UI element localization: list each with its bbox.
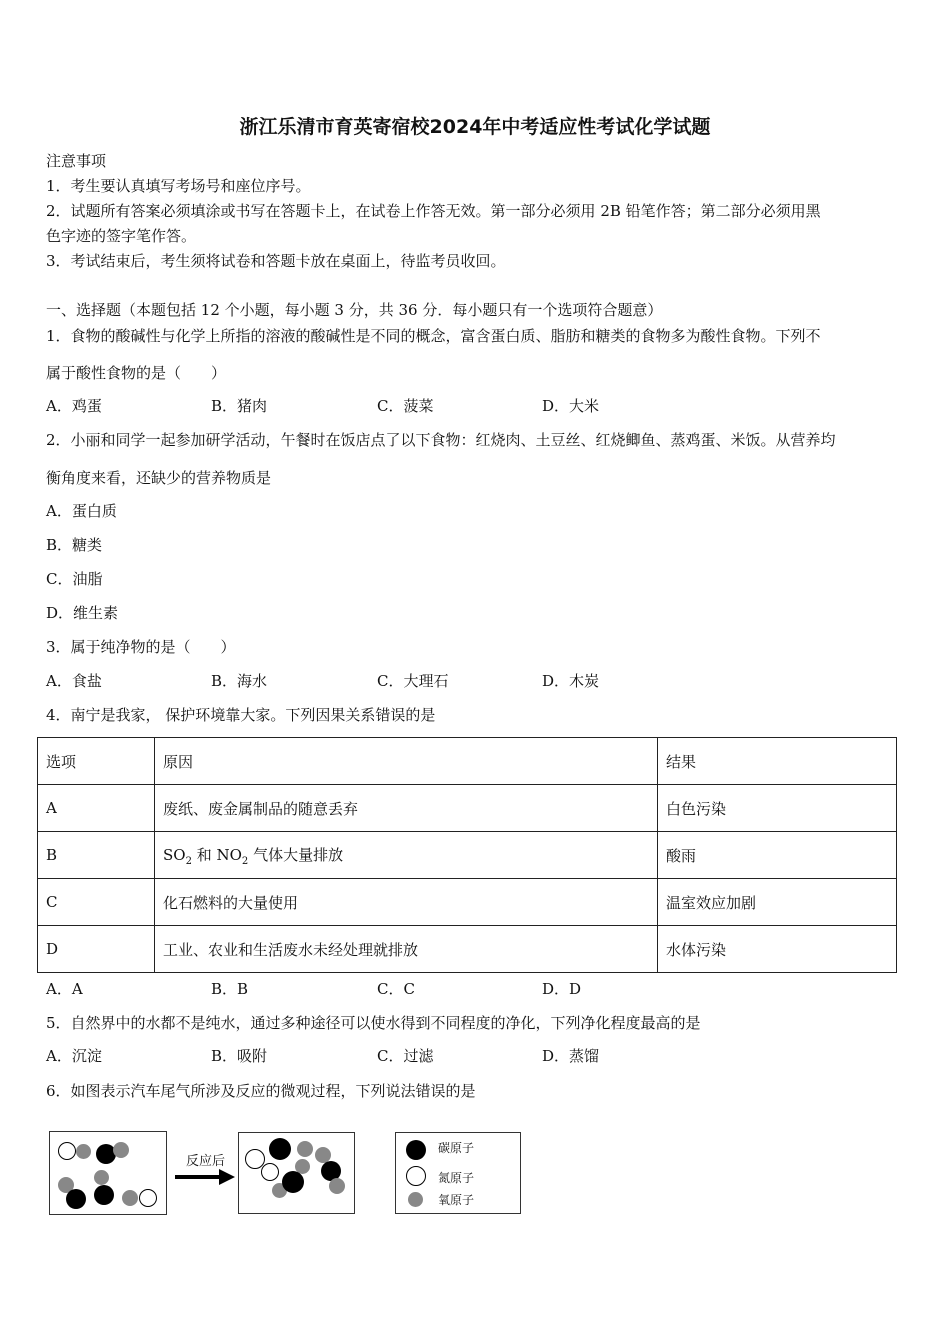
question-2-text: 衡角度来看，还缺少的营养物质是 <box>46 469 272 487</box>
notice-item: 2．试题所有答案必须填涂或书写在答题卡上，在试卷上作答无效。第一部分必须用 2B 铅笔作答；第二部分必须用黑 <box>46 202 821 220</box>
q3-option-d[interactable]: D．木炭 <box>542 672 600 690</box>
oxygen-atom <box>94 1170 109 1185</box>
notice-item: 色字迹的签字笔作答。 <box>46 227 197 245</box>
q2-option-a[interactable]: A．蛋白质 <box>46 502 117 520</box>
formula-part: SO <box>163 845 186 864</box>
table-cell-result: 温室效应加剧 <box>658 879 897 926</box>
table-cell-result: 白色污染 <box>658 785 897 832</box>
oxygen-atom <box>122 1190 138 1206</box>
q5-option-b[interactable]: B．吸附 <box>211 1047 268 1065</box>
question-4-text: 4．南宁是我家， 保护环境靠大家。下列因果关系错误的是 <box>46 706 436 724</box>
oxygen-atom <box>297 1141 313 1157</box>
q2-option-c[interactable]: C．油脂 <box>46 570 103 588</box>
question-6-text: 6．如图表示汽车尾气所涉及反应的微观过程，下列说法错误的是 <box>46 1082 476 1100</box>
table-cell-reason: 工业、农业和生活废水未经处理就排放 <box>155 926 658 973</box>
q4-option-d[interactable]: D．D <box>542 980 582 998</box>
carbon-atom <box>66 1189 86 1209</box>
legend-label-nitrogen: 氮原子 <box>438 1171 475 1185</box>
nitrogen-atom <box>406 1166 426 1186</box>
nitrogen-atom <box>261 1163 279 1181</box>
arrow-label: 反应后 <box>186 1154 226 1169</box>
question-1-text: 属于酸性食物的是（ ） <box>46 364 227 382</box>
carbon-atom <box>282 1171 304 1193</box>
table-row <box>38 832 897 879</box>
q3-option-c[interactable]: C．大理石 <box>377 672 449 690</box>
question-1-text: 1．食物的酸碱性与化学上所指的溶液的酸碱性是不同的概念，富含蛋白质、脂肪和糖类的食物多为酸性食物。下列不 <box>46 327 821 345</box>
q4-option-c[interactable]: C．C <box>377 980 415 998</box>
table-cell-reason <box>155 832 658 879</box>
carbon-atom <box>406 1140 426 1160</box>
table-cell-option: D <box>38 926 155 973</box>
q1-option-c[interactable]: C．菠菜 <box>377 397 434 415</box>
section-heading: 一、选择题（本题包括 12 个小题，每小题 3 分，共 36 分．每小题只有一个选项符合题意） <box>46 301 663 319</box>
question-2-text: 2．小丽和同学一起参加研学活动，午餐时在饭店点了以下食物：红烧肉、土豆丝、红烧鲫鱼、蒸鸡蛋、米饭。从营养均 <box>46 431 836 449</box>
cause-effect-table <box>37 737 897 973</box>
table-row <box>38 879 897 926</box>
nitrogen-atom <box>58 1142 76 1160</box>
table-cell-result: 酸雨 <box>658 832 897 879</box>
formula-part: 和 NO <box>191 845 242 864</box>
subscript: 2 <box>241 855 249 867</box>
notice-item: 1．考生要认真填写考场号和座位序号。 <box>46 177 311 195</box>
q1-option-b[interactable]: B．猪肉 <box>211 397 268 415</box>
table-row <box>38 785 897 832</box>
oxygen-atom <box>113 1142 129 1158</box>
notice-item: 3．考试结束后，考生须将试卷和答题卡放在桌面上，待监考员收回。 <box>46 252 506 270</box>
table-header-row <box>38 738 897 785</box>
question-3-text: 3．属于纯净物的是（ ） <box>46 638 236 656</box>
table-header: 原因 <box>155 738 658 785</box>
page-title: 浙江乐清市育英寄宿校2024年中考适应性考试化学试题 <box>239 116 711 138</box>
q4-option-a[interactable]: A．A <box>46 980 83 998</box>
q3-option-a[interactable]: A．食盐 <box>46 672 102 690</box>
table-header: 结果 <box>658 738 897 785</box>
notice-heading: 注意事项 <box>46 152 107 170</box>
nitrogen-atom <box>139 1189 157 1207</box>
table-cell-option: B <box>38 832 155 879</box>
oxygen-atom <box>76 1144 91 1159</box>
table-cell-reason: 化石燃料的大量使用 <box>155 879 658 926</box>
q1-option-d[interactable]: D．大米 <box>542 397 600 415</box>
subscript: 2 <box>185 855 192 867</box>
table-cell-option: A <box>38 785 155 832</box>
question-5-text: 5．自然界中的水都不是纯水，通过多种途径可以使水得到不同程度的净化，下列净化程度最高的是 <box>46 1014 701 1032</box>
legend-label-carbon: 碳原子 <box>438 1141 475 1155</box>
oxygen-atom <box>329 1178 345 1194</box>
q1-option-a[interactable]: A．鸡蛋 <box>46 397 102 415</box>
table-cell-option: C <box>38 879 155 926</box>
before-reaction-box <box>49 1131 167 1215</box>
oxygen-atom <box>408 1192 423 1207</box>
q5-option-d[interactable]: D．蒸馏 <box>542 1047 600 1065</box>
formula-part: 气体大量排放 <box>248 845 344 864</box>
reaction-arrow-icon <box>173 1167 237 1187</box>
table-cell-reason: 废纸、废金属制品的随意丢弃 <box>155 785 658 832</box>
after-reaction-box <box>238 1132 355 1214</box>
q4-option-b[interactable]: B．B <box>211 980 249 998</box>
carbon-atom <box>94 1185 114 1205</box>
legend-label-oxygen: 氧原子 <box>438 1193 475 1207</box>
q5-option-a[interactable]: A．沉淀 <box>46 1047 102 1065</box>
q2-option-b[interactable]: B．糖类 <box>46 536 103 554</box>
table-header: 选项 <box>38 738 155 785</box>
q2-option-d[interactable]: D．维生素 <box>46 604 119 622</box>
carbon-atom <box>269 1138 291 1160</box>
table-cell-result: 水体污染 <box>658 926 897 973</box>
table-row <box>38 926 897 973</box>
legend-box <box>395 1132 521 1214</box>
q3-option-b[interactable]: B．海水 <box>211 672 268 690</box>
q5-option-c[interactable]: C．过滤 <box>377 1047 434 1065</box>
